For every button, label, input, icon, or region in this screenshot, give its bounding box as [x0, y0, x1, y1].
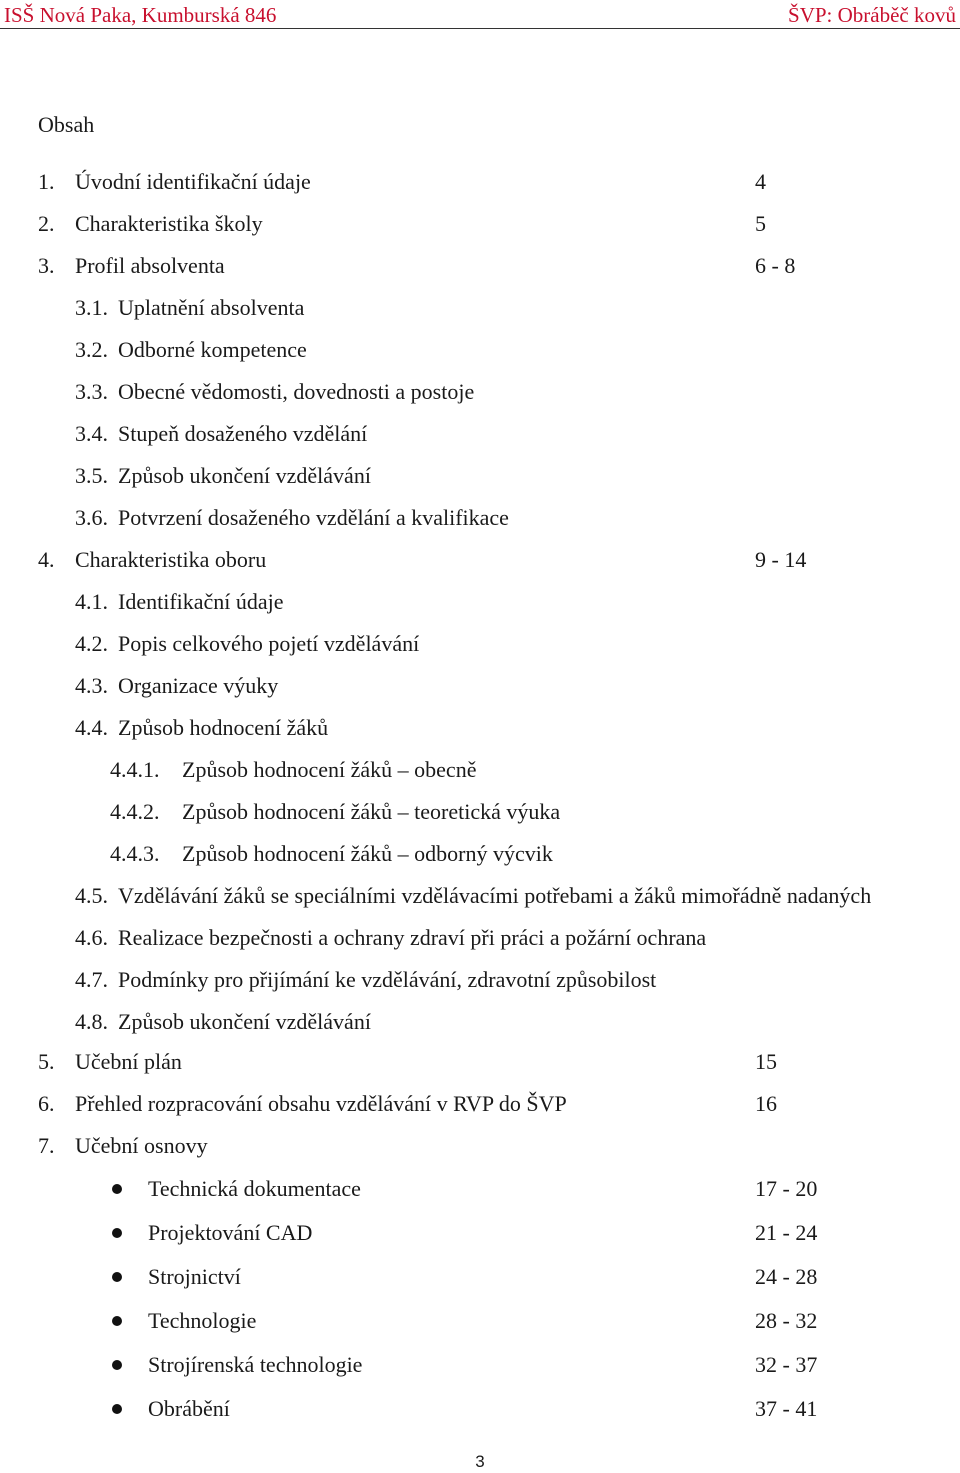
toc-entry-page: 6 - 8: [755, 253, 796, 278]
toc-entry-number: 4.4.1.: [110, 757, 160, 782]
toc-entry-label: Organizace výuky: [118, 673, 279, 698]
syllabus-item-label: Technická dokumentace: [148, 1176, 361, 1201]
bullet-icon: [112, 1316, 122, 1326]
toc-entry-label: Způsob ukončení vzdělávání: [118, 1009, 371, 1034]
toc-entry-label: Způsob hodnocení žáků – odborný výcvik: [182, 841, 553, 866]
toc-entry-number: 3.2.: [75, 337, 108, 362]
toc-entry-label: Podmínky pro přijímání ke vzdělávání, zdravotní způsobilost: [118, 967, 657, 992]
syllabus-item-label: Strojnictví: [148, 1264, 241, 1289]
toc-title: Obsah: [38, 112, 95, 137]
toc-entry-label: Přehled rozpracování obsahu vzdělávání v RVP do ŠVP: [75, 1091, 567, 1116]
syllabus-item-label: Strojírenská technologie: [148, 1352, 363, 1377]
toc-entry-label: Uplatnění absolventa: [118, 295, 305, 320]
syllabus-item-label: Projektování CAD: [148, 1220, 313, 1245]
syllabus-item-label: Technologie: [148, 1308, 257, 1333]
syllabus-item-page: 21 - 24: [755, 1220, 818, 1245]
toc-entry-number: 4.4.3.: [110, 841, 160, 866]
toc-entry-page: 9 - 14: [755, 547, 807, 572]
toc-entry-label: Způsob hodnocení žáků – obecně: [182, 757, 477, 782]
toc-entry-number: 4.4.: [75, 715, 108, 740]
toc-entry-label: Charakteristika školy: [75, 211, 263, 236]
syllabus-item-page: 32 - 37: [755, 1352, 818, 1377]
bullet-icon: [112, 1404, 122, 1414]
toc-entry-number: 3.4.: [75, 421, 108, 446]
bullet-icon: [112, 1360, 122, 1370]
toc-entry-number: 1.: [38, 169, 55, 194]
toc-entry-number: 5.: [38, 1049, 55, 1074]
toc-entry-number: 4.7.: [75, 967, 108, 992]
toc-entry-label: Potvrzení dosaženého vzdělání a kvalifikace: [118, 505, 509, 530]
syllabus-item-page: 37 - 41: [755, 1396, 818, 1421]
toc-entry-number: 4.2.: [75, 631, 108, 656]
toc-entry-number: 3.3.: [75, 379, 108, 404]
toc-entry-label: Učební plán: [75, 1049, 182, 1074]
toc-entry-number: 4.6.: [75, 925, 108, 950]
toc-entry-number: 2.: [38, 211, 55, 236]
toc-entry-label: Způsob hodnocení žáků – teoretická výuka: [182, 799, 561, 824]
toc-entry-page: 16: [755, 1091, 777, 1116]
toc-entry-number: 4.8.: [75, 1009, 108, 1034]
toc-entry-number: 4.4.2.: [110, 799, 160, 824]
header-document-name: ŠVP: Obráběč kovů: [788, 3, 956, 27]
toc-entry-page: 4: [755, 169, 766, 194]
toc-entry-label: Úvodní identifikační údaje: [75, 169, 311, 194]
toc-entry-label: Vzdělávání žáků se speciálními vzdělávacími potřebami a žáků mimořádně nadaných: [118, 883, 872, 908]
toc-entry-number: 3.6.: [75, 505, 108, 530]
toc-entry-label: Stupeň dosaženého vzdělání: [118, 421, 368, 446]
toc-entry-label: Charakteristika oboru: [75, 547, 267, 572]
toc-entry-label: Obecné vědomosti, dovednosti a postoje: [118, 379, 475, 404]
toc-entry-label: Způsob ukončení vzdělávání: [118, 463, 371, 488]
toc-entry-number: 7.: [38, 1133, 55, 1158]
bullet-icon: [112, 1272, 122, 1282]
bullet-icon: [112, 1184, 122, 1194]
bullet-icon: [112, 1228, 122, 1238]
page-number: 3: [475, 1452, 485, 1471]
toc-entry-label: Odborné kompetence: [118, 337, 307, 362]
toc-entry-number: 4.3.: [75, 673, 108, 698]
syllabus-item-page: 28 - 32: [755, 1308, 818, 1333]
toc-entry-page: 15: [755, 1049, 777, 1074]
toc-entry-label: Identifikační údaje: [118, 589, 284, 614]
toc-entry-label: Způsob hodnocení žáků: [118, 715, 329, 740]
syllabus-item-page: 24 - 28: [755, 1264, 818, 1289]
toc-entry-label: Učební osnovy: [75, 1133, 208, 1158]
toc-entry-number: 4.1.: [75, 589, 108, 614]
toc-entry-number: 3.: [38, 253, 55, 278]
toc-entry-label: Popis celkového pojetí vzdělávání: [118, 631, 420, 656]
toc-entry-number: 4.: [38, 547, 55, 572]
header-school-name: ISŠ Nová Paka, Kumburská 846: [4, 3, 277, 27]
toc-entry-label: Profil absolventa: [75, 253, 225, 278]
syllabus-item-label: Obrábění: [148, 1396, 230, 1421]
syllabus-item-page: 17 - 20: [755, 1176, 818, 1201]
toc-entry-page: 5: [755, 211, 766, 236]
toc-entry-number: 3.5.: [75, 463, 108, 488]
toc-entry-label: Realizace bezpečnosti a ochrany zdraví při práci a požární ochrana: [118, 925, 707, 950]
toc-entry-number: 3.1.: [75, 295, 108, 320]
toc-entry-number: 6.: [38, 1091, 55, 1116]
toc-entry-number: 4.5.: [75, 883, 108, 908]
